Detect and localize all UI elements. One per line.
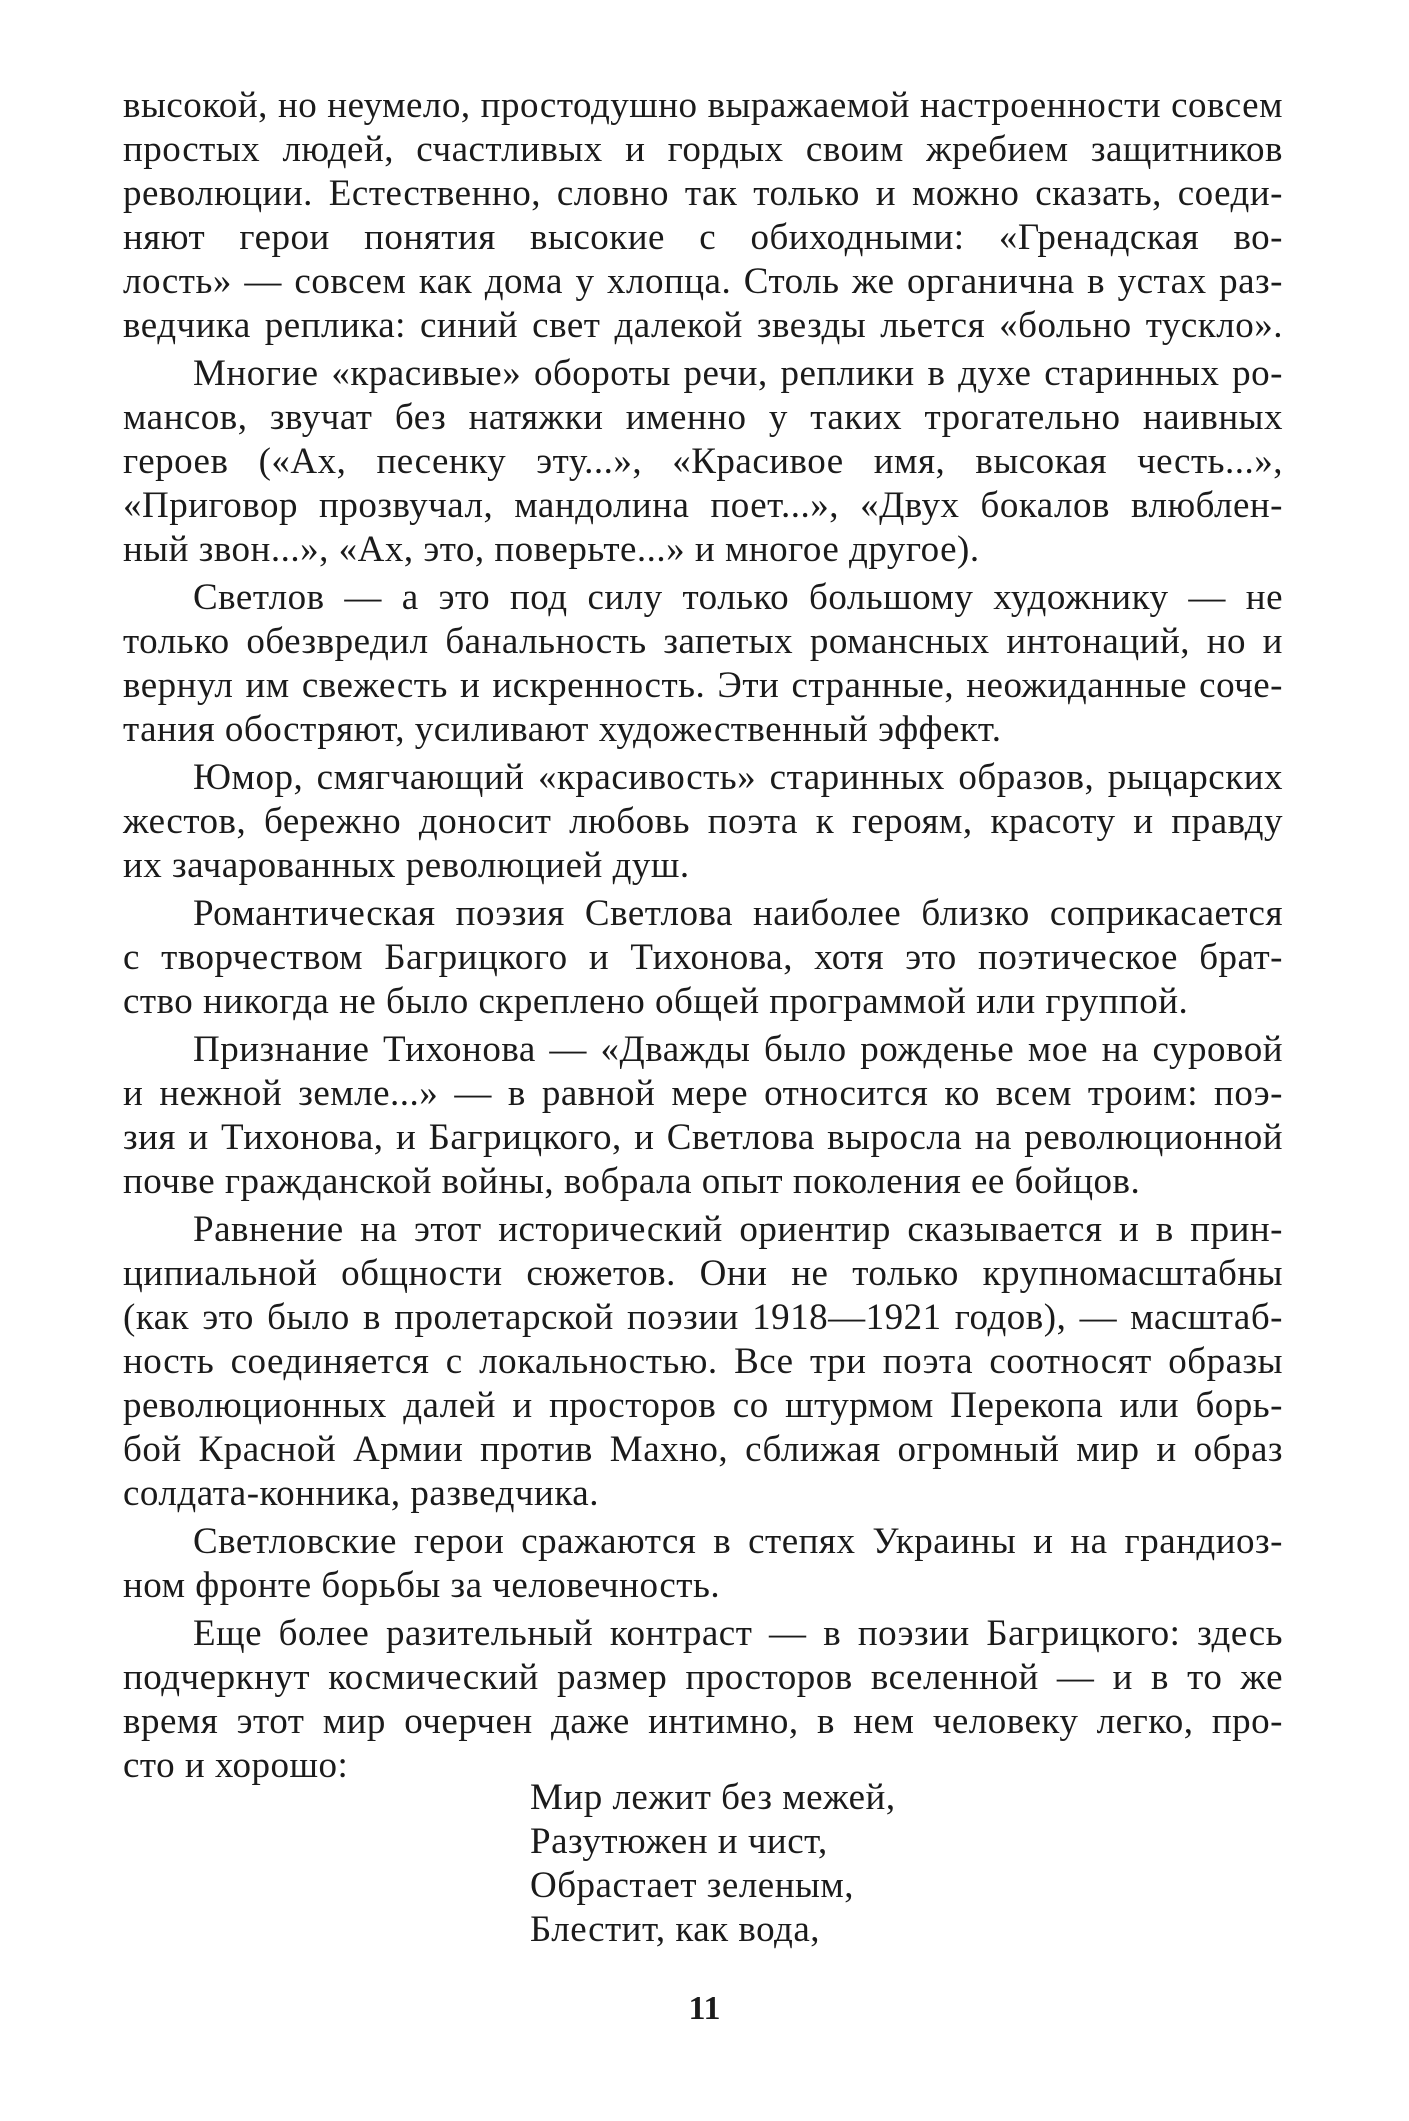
text-line: тания обостряют, усиливают художественный эффект. bbox=[123, 709, 1002, 750]
text-line: мансов, звучат без натяжки именно у таких трогательно наивных bbox=[123, 397, 1283, 438]
text-line: ство никогда не было скреплено общей программой или группой. bbox=[123, 981, 1189, 1022]
text-line: Признание Тихонова — «Дважды было рожденье мое на суровой bbox=[193, 1029, 1283, 1070]
paragraph-7 bbox=[123, 1208, 1283, 1516]
page-body bbox=[123, 84, 1283, 1792]
text-line: зия и Тихонова, и Багрицкого, и Светлова выросла на революционной bbox=[123, 1117, 1283, 1158]
text-line: время этот мир очерчен даже интимно, в нем человеку легко, про- bbox=[123, 1701, 1283, 1742]
paragraph-4 bbox=[123, 756, 1283, 888]
paragraph-9 bbox=[123, 1612, 1283, 1788]
text-line: няют герои понятия высокие с обиходными: «Гренадская во- bbox=[123, 217, 1283, 258]
text-line: почве гражданской войны, вобрала опыт поколения ее бойцов. bbox=[123, 1161, 1141, 1202]
text-line: простых людей, счастливых и гордых своим жребием защитников bbox=[123, 129, 1283, 170]
text-line: Светловские герои сражаются в степях Украины и на грандиоз- bbox=[193, 1521, 1283, 1562]
page-number: 11 bbox=[688, 1990, 721, 2027]
paragraph-2 bbox=[123, 352, 1283, 572]
text-line: и нежной земле...» — в равной мере относится ко всем троим: поэ- bbox=[123, 1073, 1283, 1114]
text-line: только обезвредил банальность запетых романсных интонаций, но и bbox=[123, 621, 1283, 662]
text-line: (как это было в пролетарской поэзии 1918—1921 годов), — масштаб- bbox=[123, 1297, 1283, 1338]
text-line: Светлов — а это под силу только большому художнику — не bbox=[193, 577, 1283, 618]
text-line: жестов, бережно доносит любовь поэта к героям, красоту и правду bbox=[123, 801, 1283, 842]
text-line: Многие «красивые» обороты речи, реплики в духе старинных ро- bbox=[193, 353, 1283, 394]
paragraph-8 bbox=[123, 1520, 1283, 1608]
text-line: Еще более разительный контраст — в поэзии Багрицкого: здесь bbox=[193, 1613, 1283, 1654]
paragraph-5 bbox=[123, 892, 1283, 1024]
text-line: «Приговор прозвучал, мандолина поет...», «Двух бокалов влюблен- bbox=[123, 485, 1283, 526]
text-line: солдата-конника, разведчика. bbox=[123, 1473, 599, 1514]
poem-line: Обрастает зеленым, bbox=[530, 1865, 855, 1906]
poem-line: Блестит, как вода, bbox=[530, 1909, 821, 1950]
text-line: вернул им свежесть и искренность. Эти странные, неожиданные соче- bbox=[123, 665, 1283, 706]
poem-line: Мир лежит без межей, bbox=[530, 1777, 896, 1818]
text-line: высокой, но неумело, простодушно выражаемой настроенности совсем bbox=[123, 85, 1283, 126]
text-line: с творчеством Багрицкого и Тихонова, хотя это поэтическое брат- bbox=[123, 937, 1283, 978]
text-line: Романтическая поэзия Светлова наиболее близко соприкасается bbox=[193, 893, 1283, 934]
text-line: лость» — совсем как дома у хлопца. Столь же органична в устах раз- bbox=[123, 261, 1283, 302]
text-line: ном фронте борьбы за человечность. bbox=[123, 1565, 721, 1606]
poem-line: Разутюжен и чист, bbox=[530, 1821, 828, 1862]
text-line: подчеркнут космический размер просторов вселенной — и в то же bbox=[123, 1657, 1283, 1698]
poem-quote bbox=[530, 1776, 896, 1952]
text-line: сто и хорошо: bbox=[123, 1745, 349, 1786]
text-line: революции. Естественно, словно так только и можно сказать, соеди- bbox=[123, 173, 1283, 214]
text-line: ность соединяется с локальностью. Все три поэта соотносят образы bbox=[123, 1341, 1283, 1382]
text-line: героев («Ах, песенку эту...», «Красивое имя, высокая честь...», bbox=[123, 441, 1283, 482]
paragraph-6 bbox=[123, 1028, 1283, 1204]
text-line: ципиальной общности сюжетов. Они не только крупномасштабны bbox=[123, 1253, 1283, 1294]
text-line: Юмор, смягчающий «красивость» старинных образов, рыцарских bbox=[193, 757, 1283, 798]
text-line: революционных далей и просторов со штурмом Перекопа или борь- bbox=[123, 1385, 1283, 1426]
text-line: Равнение на этот исторический ориентир сказывается и в прин- bbox=[193, 1209, 1283, 1250]
text-line: ный звон...», «Ах, это, поверьте...» и многое другое). bbox=[123, 529, 980, 570]
paragraph-3 bbox=[123, 576, 1283, 752]
paragraph-1 bbox=[123, 84, 1283, 348]
text-line: бой Красной Армии против Махно, сближая огромный мир и образ bbox=[123, 1429, 1283, 1470]
text-line: ведчика реплика: синий свет далекой звезды льется «больно тускло». bbox=[123, 305, 1283, 346]
text-line: их зачарованных революцией душ. bbox=[123, 845, 690, 886]
